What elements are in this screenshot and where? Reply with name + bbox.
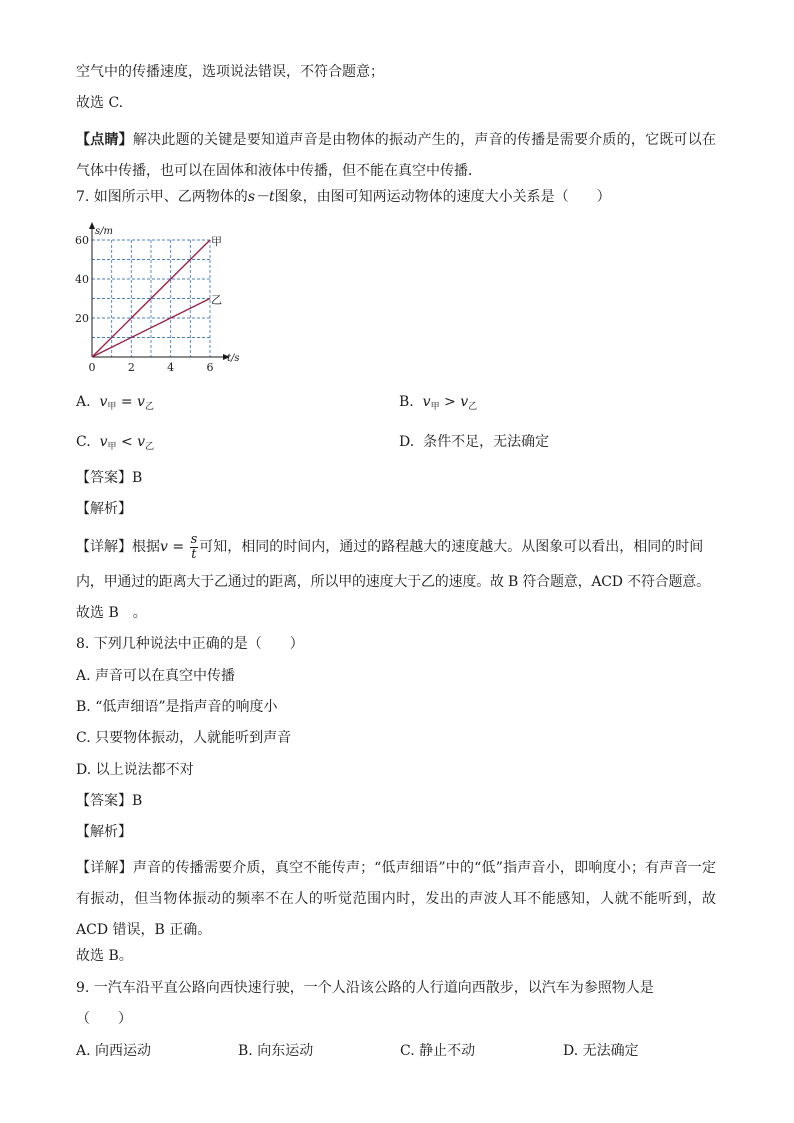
x-tick-label: 6 — [206, 361, 214, 374]
q7-option-b: B. $v_甲 > v_乙$ — [399, 394, 478, 412]
q8-detail-paragraph — [76, 853, 716, 946]
q7-answer: 【答案】B — [76, 470, 143, 486]
q9-option-a: A. 向西运动 — [76, 1043, 152, 1059]
x-tick-label: 2 — [127, 361, 135, 374]
text-line: 空气中的传播速度，选项说法错误，不符合题意； — [76, 64, 384, 80]
q8-option-b: B. “低声细语”是指声音的响度小 — [76, 699, 278, 715]
q7-stem-before: 7. 如图所示甲、乙两物体的 — [76, 189, 248, 205]
q7-stem-st: s－t — [247, 189, 275, 205]
q9-stem-bracket: （ ） — [76, 1011, 132, 1027]
q7-option-d: D. 条件不足，无法确定 — [399, 434, 550, 450]
q9-option-b: B. 向东运动 — [238, 1043, 314, 1059]
dianjing-tag: 【点睛】 — [76, 132, 133, 148]
st-graph — [70, 220, 250, 375]
dianjing-paragraph — [76, 125, 716, 187]
q9-option-d: D. 无法确定 — [563, 1043, 639, 1059]
q9-option-c: C. 静止不动 — [400, 1043, 476, 1059]
speed-formula-fraction: $\frac{s}{t}$ — [190, 531, 198, 562]
q8-option-c: C. 只要物体振动，人就能听到声音 — [76, 730, 292, 746]
q8-answer: 【答案】B — [76, 793, 143, 809]
q7-detail-line1: 【详解】根据v = $\frac{s}{t}$ 可知，相同的时间内，通过的路程越大的速度越大。从图象可以看出，相同的时间 — [76, 531, 704, 562]
y-axis-label: s/m — [95, 226, 113, 237]
q8-analysis-tag: 【解析】 — [76, 824, 132, 840]
q8-conclusion: 故选 B。 — [76, 948, 133, 964]
dianjing-text: 解决此题的关键是要知道声音是由物体的振动产生的，声音的传播是需要介质的，它既可以在气体中传播，也可以在固体和液体中传播，但不能在真空中传播． — [76, 132, 717, 179]
x-tick-label: 4 — [167, 361, 175, 374]
q7-option-a: A. $v_甲 = v_乙$ — [76, 394, 154, 412]
text-line: 故选 C. — [76, 95, 124, 111]
q7-conclusion: 故选 B 。 — [76, 605, 147, 621]
q7-stem — [76, 187, 716, 207]
q7-analysis-tag: 【解析】 — [76, 501, 132, 517]
series-label-yi: 乙 — [211, 293, 222, 307]
q7-option-c: C. $v_甲 < v_乙$ — [76, 434, 155, 452]
q9-stem: 9. 一汽车沿平直公路向西快速行驶，一个人沿该公路的人行道向西散步，以汽车为参照物人是 — [76, 980, 654, 996]
q8-detail-text: 声音的传播需要介质，真空不能传声；“低声细语”中的“低”指声音小，即响度小；有声音一定有振动，但当物体振动的频率不在人的听觉范围内时，发出的声波人耳不能感知，人就不能听到，故 ACD 错误，B 正确。 — [76, 860, 716, 938]
x-tick-label: 0 — [88, 361, 96, 374]
q7-stem-after: 图象，由图可知两运动物体的速度大小关系是（ ） — [274, 189, 611, 205]
q7-detail-line2: 内，甲通过的距离大于乙通过的距离，所以甲的速度大于乙的速度。故 B 符合题意，ACD 不符合题意。 — [76, 574, 710, 590]
q8-option-a: A. 声音可以在真空中传播 — [76, 668, 236, 684]
q7-detail-tag: 【详解】 — [76, 539, 132, 555]
series-label-jia: 甲 — [211, 235, 222, 248]
q8-option-d: D. 以上说法都不对 — [76, 762, 194, 778]
y-tick-label: 60 — [75, 234, 89, 247]
y-tick-label: 20 — [75, 312, 89, 325]
y-tick-label: 40 — [75, 273, 89, 286]
x-axis-label: t/s — [227, 353, 240, 364]
q8-detail-tag: 【详解】 — [76, 860, 133, 876]
q8-stem: 8. 下列几种说法中正确的是（ ） — [76, 636, 304, 652]
